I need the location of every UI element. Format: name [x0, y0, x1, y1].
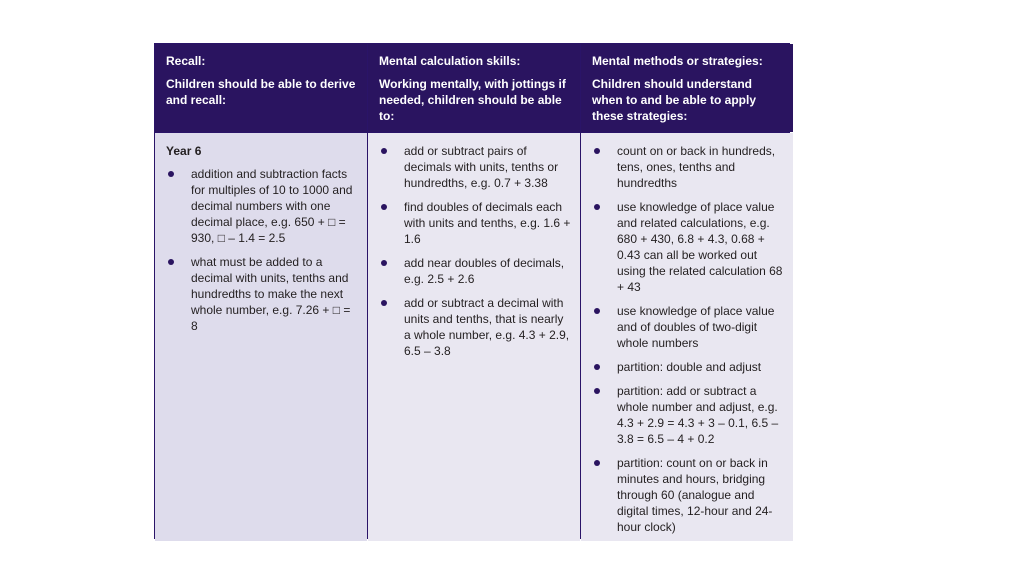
list-item-text: add or subtract a decimal with units and tenths, that is nearly a whole number, e.g. 4.3 + 2.9, 6.5 – 3.8	[404, 296, 570, 358]
list-item-text: add near doubles of decimals, e.g. 2.5 + 2.6	[404, 256, 565, 286]
list-item	[592, 359, 785, 375]
list-item-text: find doubles of decimals each with units and tenths, e.g. 1.6 + 1.6	[404, 200, 571, 246]
list-item	[166, 254, 359, 334]
list-item-text: use knowledge of place value and related calculations, e.g. 680 + 430, 6.8 + 4.3, 0.68 + 0.43 can all be worked out using the related calculation 68 + 43	[617, 200, 783, 294]
recall-list	[166, 166, 359, 334]
cell-recall	[155, 133, 367, 541]
bullet-icon	[594, 148, 600, 154]
header-mental-skills-title: Mental calculation skills:	[379, 54, 521, 68]
bullet-icon	[381, 260, 387, 266]
list-item-text: what must be added to a decimal with units, tenths and hundredths to make the next whole number, e.g. 7.26 + □ = 8	[191, 255, 351, 333]
header-mental-skills	[368, 44, 580, 132]
list-item	[166, 166, 359, 246]
year-label: Year 6	[166, 144, 202, 158]
bullet-icon	[594, 308, 600, 314]
cell-mental-methods	[581, 133, 793, 541]
list-item	[379, 255, 572, 287]
header-mental-methods-subtitle: Children should understand when to and be able to apply these strategies:	[592, 77, 757, 123]
bullet-icon	[381, 204, 387, 210]
list-item-text: partition: double and adjust	[617, 360, 762, 374]
bullet-icon	[594, 388, 600, 394]
list-item-text: add or subtract pairs of decimals with units, tenths or hundredths, e.g. 0.7 + 3.38	[404, 144, 559, 190]
list-item-text: addition and subtraction facts for multiples of 10 to 1000 and decimal numbers with one decimal place, e.g. 650 + □ = 930, □ – 1.4 = 2.5	[191, 167, 353, 245]
bullet-icon	[168, 171, 174, 177]
cell-mental-skills	[368, 133, 580, 541]
bullet-icon	[381, 148, 387, 154]
list-item	[592, 383, 785, 447]
list-item-text: use knowledge of place value and of doubles of two-digit whole numbers	[617, 304, 775, 350]
header-mental-skills-subtitle: Working mentally, with jottings if needed, children should be able to:	[379, 77, 566, 123]
bullet-icon	[594, 460, 600, 466]
bullet-icon	[168, 259, 174, 265]
bullet-icon	[594, 364, 600, 370]
list-item-text: count on or back in hundreds, tens, ones, tenths and hundredths	[617, 144, 776, 190]
list-item	[592, 455, 785, 535]
list-item-text: partition: add or subtract a whole number and adjust, e.g. 4.3 + 2.9 = 4.3 + 3 – 0.1, 6.5 – 3.8 = 6.5 – 4 + 0.2	[617, 384, 779, 446]
list-item	[592, 143, 785, 191]
mental-skills-list	[379, 143, 572, 359]
header-mental-methods-title: Mental methods or strategies:	[592, 54, 763, 68]
header-recall-title: Recall:	[166, 54, 206, 68]
strategies-table	[154, 43, 790, 539]
list-item	[379, 295, 572, 359]
header-recall-subtitle: Children should be able to derive and recall:	[166, 77, 356, 107]
bullet-icon	[594, 204, 600, 210]
mental-methods-list	[592, 143, 785, 535]
header-mental-methods	[581, 44, 793, 132]
bullet-icon	[381, 300, 387, 306]
list-item	[379, 143, 572, 191]
list-item	[379, 199, 572, 247]
header-recall	[155, 44, 367, 132]
list-item	[592, 199, 785, 295]
list-item-text: partition: count on or back in minutes and hours, bridging through 60 (analogue and digital times, 12-hour and 24-hour clock)	[617, 456, 773, 534]
list-item	[592, 303, 785, 351]
